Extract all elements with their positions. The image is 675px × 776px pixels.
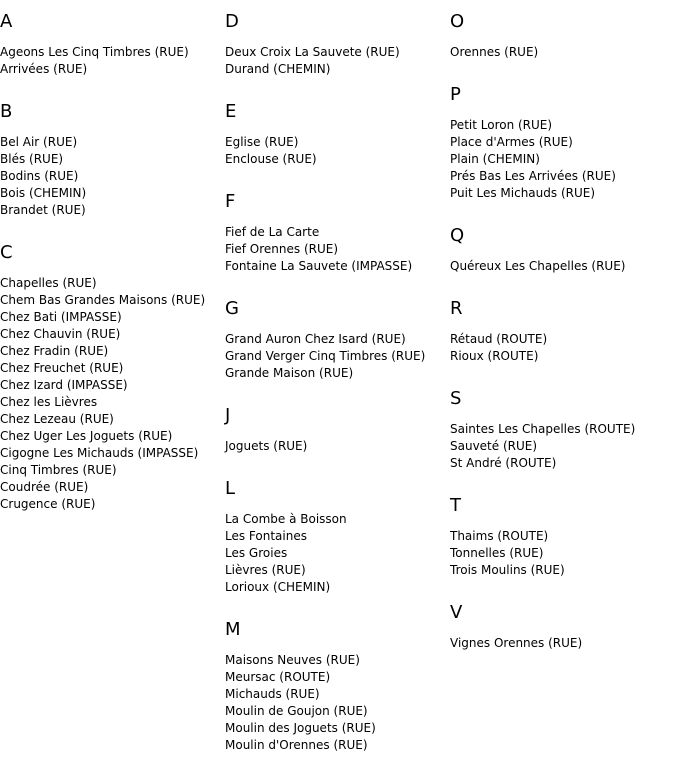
street-link[interactable]: Plain (CHEMIN)	[450, 152, 540, 166]
street-link[interactable]: Chez Uger Les Joguets (RUE)	[0, 429, 173, 443]
letter-group	[225, 477, 450, 596]
index-column-1	[0, 10, 225, 535]
letter-heading: O	[450, 11, 465, 32]
street-link[interactable]: Meursac (ROUTE)	[225, 670, 331, 684]
street-link[interactable]: St André (ROUTE)	[450, 456, 557, 470]
street-list	[450, 117, 675, 202]
street-link[interactable]: Moulin de Goujon (RUE)	[225, 704, 368, 718]
letter-group	[450, 601, 675, 652]
street-link[interactable]: Les Fontaines	[225, 529, 307, 543]
street-link[interactable]: Puit Les Michauds (RUE)	[450, 186, 596, 200]
letter-heading: M	[225, 619, 241, 640]
street-link[interactable]: Maisons Neuves (RUE)	[225, 653, 360, 667]
street-link[interactable]: Grand Verger Cinq Timbres (RUE)	[225, 349, 426, 363]
street-link[interactable]: Fief Orennes (RUE)	[225, 242, 339, 256]
street-list	[450, 421, 675, 472]
street-link[interactable]: Ageons Les Cinq Timbres (RUE)	[0, 45, 189, 59]
street-link[interactable]: Eglise (RUE)	[225, 135, 299, 149]
street-link[interactable]: La Combe à Boisson	[225, 512, 347, 526]
street-link[interactable]: Cinq Timbres (RUE)	[0, 463, 117, 477]
street-link[interactable]: Chem Bas Grandes Maisons (RUE)	[0, 293, 206, 307]
street-link[interactable]: Lièvres (RUE)	[225, 563, 306, 577]
street-list	[225, 438, 450, 455]
street-list	[450, 635, 675, 652]
letter-group	[0, 241, 225, 513]
letter-group	[225, 190, 450, 275]
street-link[interactable]: Sauveté (RUE)	[450, 439, 538, 453]
letter-group	[450, 297, 675, 365]
letter-heading: B	[0, 101, 13, 122]
street-link[interactable]: Grande Maison (RUE)	[225, 366, 354, 380]
letter-heading: G	[225, 298, 239, 319]
street-link[interactable]: Chez Lezeau (RUE)	[0, 412, 114, 426]
street-link[interactable]: Cigogne Les Michauds (IMPASSE)	[0, 446, 199, 460]
street-list	[225, 652, 450, 754]
street-list	[225, 331, 450, 382]
street-link[interactable]: Bel Air (RUE)	[0, 135, 78, 149]
street-list	[225, 134, 450, 168]
letter-heading: L	[225, 478, 236, 499]
street-list	[225, 44, 450, 78]
street-link[interactable]: Chez Izard (IMPASSE)	[0, 378, 128, 392]
street-link[interactable]: Chez Chauvin (RUE)	[0, 327, 121, 341]
street-list	[450, 44, 675, 61]
street-link[interactable]: Chez Bati (IMPASSE)	[0, 310, 122, 324]
street-link[interactable]: Orennes (RUE)	[450, 45, 539, 59]
street-link[interactable]: Bois (CHEMIN)	[0, 186, 87, 200]
street-list	[450, 331, 675, 365]
letter-group	[450, 387, 675, 472]
index-column-3	[450, 10, 675, 674]
street-link[interactable]: Quéreux Les Chapelles (RUE)	[450, 259, 626, 273]
street-list	[225, 511, 450, 596]
letter-heading: F	[225, 191, 236, 212]
street-link[interactable]: Deux Croix La Sauvete (RUE)	[225, 45, 400, 59]
letter-heading: T	[450, 495, 461, 516]
letter-heading: V	[450, 602, 463, 623]
street-link[interactable]: Bodins (RUE)	[0, 169, 79, 183]
letter-heading: D	[225, 11, 239, 32]
street-link[interactable]: Chez les Lièvres	[0, 395, 98, 409]
letter-group	[450, 83, 675, 202]
street-list	[450, 528, 675, 579]
street-link[interactable]: Rioux (ROUTE)	[450, 349, 539, 363]
street-link[interactable]: Joguets (RUE)	[225, 439, 308, 453]
street-link[interactable]: Tonnelles (RUE)	[450, 546, 544, 560]
street-link[interactable]: Vignes Orennes (RUE)	[450, 636, 583, 650]
letter-heading: Q	[450, 225, 465, 246]
street-link[interactable]: Les Groies	[225, 546, 288, 560]
street-link[interactable]: Moulin des Joguets (RUE)	[225, 721, 376, 735]
letter-group	[0, 10, 225, 78]
index-column-2	[225, 10, 450, 776]
street-link[interactable]: Saintes Les Chapelles (ROUTE)	[450, 422, 636, 436]
street-link[interactable]: Thaims (ROUTE)	[450, 529, 549, 543]
street-link[interactable]: Crugence (RUE)	[0, 497, 96, 511]
street-link[interactable]: Fontaine La Sauvete (IMPASSE)	[225, 259, 413, 273]
street-list	[450, 258, 675, 275]
letter-heading: J	[225, 405, 231, 426]
letter-heading: C	[0, 242, 13, 263]
street-link[interactable]: Rétaud (ROUTE)	[450, 332, 548, 346]
letter-group	[225, 618, 450, 754]
street-link[interactable]: Coudrée (RUE)	[0, 480, 89, 494]
street-link[interactable]: Prés Bas Les Arrivées (RUE)	[450, 169, 616, 183]
letter-group	[450, 10, 675, 61]
letter-group	[225, 100, 450, 168]
street-link[interactable]: Chez Fradin (RUE)	[0, 344, 109, 358]
street-link[interactable]: Chapelles (RUE)	[0, 276, 97, 290]
letter-group	[225, 297, 450, 382]
street-list	[0, 44, 225, 78]
street-link[interactable]: Grand Auron Chez Isard (RUE)	[225, 332, 406, 346]
street-link[interactable]: Durand (CHEMIN)	[225, 62, 331, 76]
street-link[interactable]: Moulin d'Orennes (RUE)	[225, 738, 368, 752]
street-list	[225, 224, 450, 275]
street-link[interactable]: Blés (RUE)	[0, 152, 64, 166]
street-link[interactable]: Michauds (RUE)	[225, 687, 320, 701]
street-list	[0, 134, 225, 219]
letter-group	[0, 100, 225, 219]
street-link[interactable]: Arrivées (RUE)	[0, 62, 88, 76]
letter-group	[225, 10, 450, 78]
street-link[interactable]: Chez Freuchet (RUE)	[0, 361, 124, 375]
street-link[interactable]: Brandet (RUE)	[0, 203, 86, 217]
street-link[interactable]: Petit Loron (RUE)	[450, 118, 553, 132]
letter-group	[450, 494, 675, 579]
letter-heading: S	[450, 388, 462, 409]
street-link[interactable]: Enclouse (RUE)	[225, 152, 317, 166]
letter-group	[450, 224, 675, 275]
letter-heading: E	[225, 101, 237, 122]
street-link[interactable]: Fief de La Carte	[225, 225, 320, 239]
letter-heading: R	[450, 298, 463, 319]
street-link[interactable]: Lorioux (CHEMIN)	[225, 580, 331, 594]
letter-heading: A	[0, 11, 13, 32]
street-link[interactable]: Place d'Armes (RUE)	[450, 135, 573, 149]
letter-group	[225, 404, 450, 455]
street-link[interactable]: Trois Moulins (RUE)	[450, 563, 565, 577]
letter-heading: P	[450, 84, 461, 105]
street-list	[0, 275, 225, 513]
